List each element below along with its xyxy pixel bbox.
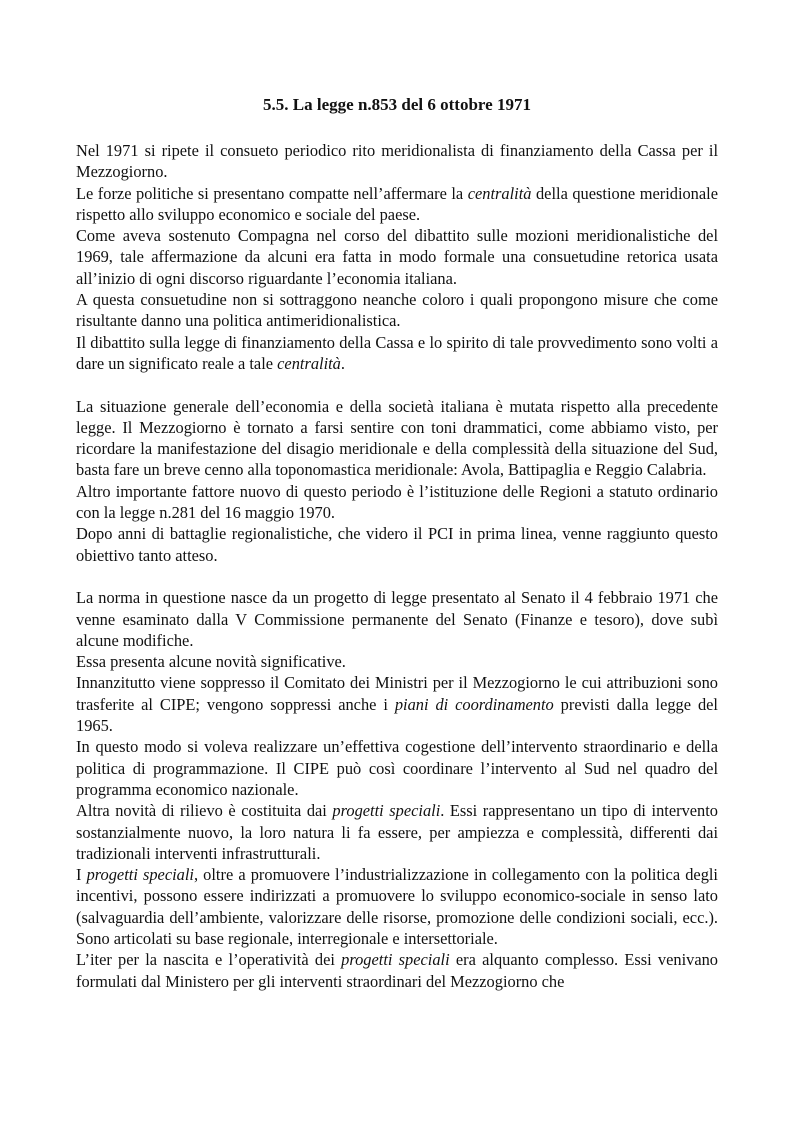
section-title: 5.5. La legge n.853 del 6 ottobre 1971: [263, 95, 531, 114]
emphasis-text: progetti speciali: [332, 801, 441, 821]
paragraph: La norma in questione nasce da un progetto di legge presentato al Senato il 4 febbraio 1971 che venne esaminato dalla V Commissione permanente del Senato (Finanze e tesoro), dove subì alcune modifiche.: [76, 588, 718, 650]
paragraph-text: .: [340, 353, 345, 373]
document-page: [76, 94, 718, 992]
emphasis-text: progetti speciali: [86, 865, 194, 885]
emphasis-text: centralità: [277, 353, 341, 373]
paragraph-text: Il dibattito sulla legge di finanziamento della Cassa e lo spirito di tale provvedimento sono volti a dare un significato reale a tale: [76, 332, 718, 373]
paragraph-text: Altra novità di rilievo è costituita dai: [76, 801, 333, 821]
paragraph: Nel 1971 si ripete il consueto periodico rito meridionalista di finanziamento della Cassa per il Mezzogiorno.: [76, 141, 718, 182]
emphasis-text: piani di coordinamento: [394, 694, 554, 714]
section-block-3: [76, 587, 718, 992]
paragraph-text: , oltre a promuovere l’industrializzazione in collegamento con la politica degli incentivi, possono essere indirizzati a promuovere lo sviluppo economico-sociale in senso lato (salvaguardia dell’ambiente, valorizzare delle risorse, promozione delle condizioni sociali, ecc.). Sono articolati su base regionale, interregionale e intersettoriale.: [76, 865, 718, 948]
paragraph-text: I: [76, 865, 87, 885]
paragraph: In questo modo si voleva realizzare un’effettiva cogestione dell’intervento straordinario e della politica di programmazione. Il CIPE può così coordinare l’intervento al Sud nel quadro del programma economico nazionale.: [76, 737, 718, 799]
section-block-2: [76, 396, 718, 566]
paragraph: [76, 949, 718, 992]
paragraph: [76, 800, 718, 864]
paragraph: [76, 183, 718, 226]
paragraph: La situazione generale dell’economia e della società italiana è mutata rispetto alla precedente legge. Il Mezzogiorno è tornato a farsi sentire con toni drammatici, come abbiamo visto, per ricordare la manifestazione del disagio meridionale e della complessità della situazione del Sud, basta fare un breve cenno alla toponomastica meridionale: Avola, Battipaglia e Reggio Calabria.: [76, 396, 718, 480]
paragraph: A questa consuetudine non si sottraggono neanche coloro i quali propongono misure che come risultante danno una politica antimeridionalistica.: [76, 290, 718, 331]
paragraph-spacer: [76, 566, 718, 587]
paragraph-text: Le forze politiche si presentano compatte nell’affermare la: [76, 183, 468, 203]
paragraph-text: della questione meridionale rispetto allo sviluppo economico e sociale del paese.: [76, 183, 718, 224]
paragraph: [76, 864, 718, 949]
paragraph: Altro importante fattore nuovo di questo periodo è l’istituzione delle Regioni a statuto ordinario con la legge n.281 del 16 maggio 1970.: [76, 481, 718, 523]
paragraph: Essa presenta alcune novità significative.: [76, 652, 346, 672]
paragraph-text: L’iter per la nascita e l’operatività dei: [76, 950, 342, 970]
paragraph: [76, 332, 718, 375]
paragraph-text: . Essi rappresentano un tipo di intervento sostanzialmente nuovo, la loro natura li fa essere, per ampiezza e complessità, differenti dai tradizionali interventi infrastrutturali.: [76, 801, 718, 863]
paragraph: Come aveva sostenuto Compagna nel corso del dibattito sulle mozioni meridionalistiche del 1969, tale affermazione da alcuni era fatta in modo formale una consuetudine retorica usata all’inizio di ogni discorso riguardante l’economia italiana.: [76, 226, 718, 288]
paragraph: Dopo anni di battaglie regionalistiche, che videro il PCI in prima linea, venne raggiunto questo obiettivo tanto atteso.: [76, 524, 718, 565]
paragraph-text: era alquanto complesso. Essi venivano formulati dal Ministero per gli interventi straordinari del Mezzogiorno che: [76, 950, 718, 991]
paragraph-text: Innanzitutto viene soppresso il Comitato dei Ministri per il Mezzogiorno le cui attribuzioni sono trasferite al CIPE; vengono soppressi anche i: [76, 673, 718, 714]
emphasis-text: centralità: [467, 183, 532, 203]
section-block-1: [76, 140, 718, 374]
emphasis-text: progetti speciali: [341, 950, 450, 970]
paragraph: [76, 672, 718, 736]
paragraph-text: previsti dalla legge del 1965.: [76, 694, 718, 736]
paragraph-spacer: [76, 374, 718, 395]
